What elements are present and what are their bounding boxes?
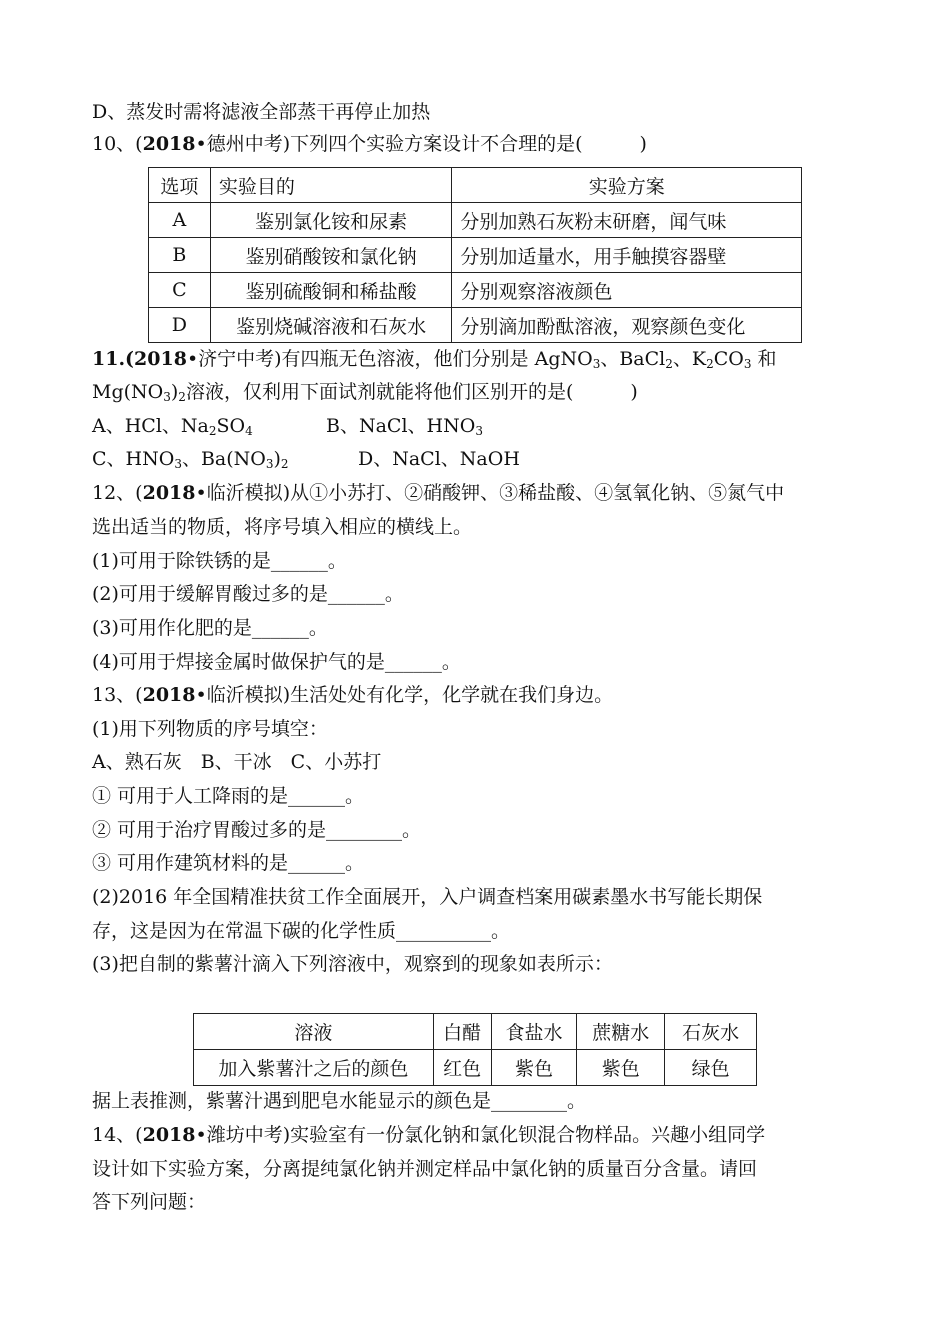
table-cell: 绿色 (665, 1050, 757, 1086)
q12-stem (92, 479, 784, 507)
table-row (149, 203, 802, 238)
table-header-cell: 蔗糖水 (577, 1014, 665, 1050)
q12-stem-line2: 选出适当的物质，将序号填入相应的横线上。 (92, 516, 473, 538)
table-cell: 鉴别硫酸铜和稀盐酸 (210, 273, 452, 308)
q13-stem (92, 681, 613, 709)
q12-part2: (2)可用于缓解胃酸过多的是______。 (92, 583, 404, 605)
q11-text: 、K (672, 348, 707, 370)
option-text: C、HNO (92, 448, 175, 470)
q11-text: 和 (751, 348, 777, 370)
q11-text: CO (713, 348, 744, 370)
table-cell: C (149, 273, 211, 308)
q13-part2: (2)2016 年全国精准扶贫工作全面展开，入户调查档案用碳素墨水书写能长期保 (92, 886, 763, 908)
q12-part4: (4)可用于焊接金属时做保护气的是______。 (92, 651, 461, 673)
q11-text: Mg(NO (92, 381, 164, 403)
table-cell: 分别加熟石灰粉末研磨，闻气味 (452, 203, 802, 238)
q11-text: •济宁中考)有四瓶无色溶液，他们分别是 AgNO (186, 348, 593, 370)
table-header-cell: 选项 (149, 168, 211, 203)
table-cell: D (149, 308, 211, 343)
q13-part3: (3)把自制的紫薯汁滴入下列溶液中，观察到的现象如表所示： (92, 953, 613, 975)
q11-option-d: D、NaCl、NaOH (358, 448, 520, 470)
q13-part3-question: 据上表推测，紫薯汁遇到肥皂水能显示的颜色是________。 (92, 1090, 587, 1112)
table-cell: 紫色 (491, 1050, 577, 1086)
table-cell: 加入紫薯汁之后的颜色 (194, 1050, 434, 1086)
q12-part1: (1)可用于除铁锈的是______。 (92, 550, 347, 572)
q11-stem-line2 (92, 378, 638, 406)
table-cell: B (149, 238, 211, 273)
q9-option-d: D、蒸发时需将滤液全部蒸干再停止加热 (92, 101, 431, 123)
q11-source-year: 2018 (134, 348, 187, 370)
table-cell: 鉴别硝酸铵和氯化钠 (210, 238, 452, 273)
table-cell: 分别观察溶液颜色 (452, 273, 802, 308)
q13-text: •临沂模拟)生活处处有化学，化学就在我们身边。 (195, 684, 614, 706)
table-cell: A (149, 203, 211, 238)
table-header-cell: 溶液 (194, 1014, 434, 1050)
q11-option-b (326, 412, 483, 440)
subscript: 3 (163, 390, 171, 404)
subscript: 3 (475, 424, 483, 438)
q12-part3: (3)可用作化肥的是______。 (92, 617, 328, 639)
q11-text: ) (170, 381, 179, 403)
q14-number: 14、( (92, 1124, 143, 1146)
q13-item2: ② 可用于治疗胃酸过多的是________。 (92, 819, 422, 841)
q13-part2-line2: 存，这是因为在常温下碳的化学性质__________。 (92, 920, 511, 942)
table-cell: 紫色 (577, 1050, 665, 1086)
q13-part1: (1)用下列物质的序号填空： (92, 718, 328, 740)
q10-number: 10、( (92, 133, 143, 155)
table-header-row (194, 1014, 757, 1050)
q12-number: 12、( (92, 482, 143, 504)
q13-source-year: 2018 (142, 684, 196, 706)
q12-source-year: 2018 (142, 482, 196, 504)
q11-text: 、BaCl (600, 348, 666, 370)
table-cell: 分别加适量水，用手触摸容器壁 (452, 238, 802, 273)
q14-stem-line3: 答下列问题： (92, 1191, 207, 1213)
q14-text: •潍坊中考)实验室有一份氯化钠和氯化钡混合物样品。兴趣小组同学 (195, 1124, 766, 1146)
table-row (149, 273, 802, 308)
table-header-cell: 实验方案 (452, 168, 802, 203)
q13-number: 13、( (92, 684, 143, 706)
table-row (194, 1050, 757, 1086)
subscript: 3 (743, 357, 752, 371)
q11-number: 11.( (92, 348, 135, 370)
q12-text: •临沂模拟)从①小苏打、②硝酸钾、③稀盐酸、④氢氧化钠、⑤氮气中 (195, 482, 785, 504)
subscript: 2 (208, 424, 217, 438)
q14-stem-line2: 设计如下实验方案，分离提纯氯化钠并测定样品中氯化钠的质量百分含量。请回 (92, 1158, 758, 1180)
q10-text: •德州中考)下列四个实验方案设计不合理的是( ) (195, 133, 647, 155)
q14-source-year: 2018 (142, 1124, 196, 1146)
subscript: 4 (245, 424, 253, 438)
q11-option-c (92, 445, 289, 473)
option-text: 、Ba(NO (181, 448, 266, 470)
option-text: B、NaCl、HNO (326, 415, 476, 437)
table-cell: 鉴别烧碱溶液和石灰水 (210, 308, 452, 343)
q10-table (148, 167, 802, 343)
q13-table (193, 1013, 757, 1086)
option-text: ) (273, 448, 281, 470)
subscript: 2 (280, 457, 289, 471)
table-header-cell: 白醋 (433, 1014, 491, 1050)
table-row (149, 238, 802, 273)
table-header-cell: 石灰水 (665, 1014, 757, 1050)
q11-text: 溶液，仅利用下面试剂就能将他们区别开的是( ) (185, 381, 638, 403)
table-cell: 红色 (433, 1050, 491, 1086)
q11-stem (92, 345, 777, 373)
q14-stem (92, 1121, 765, 1149)
table-header-row (149, 168, 802, 203)
option-text: A、HCl、Na (92, 415, 209, 437)
subscript: 2 (665, 357, 673, 371)
q10-stem (92, 130, 647, 158)
option-text: SO (216, 415, 246, 437)
q13-item3: ③ 可用作建筑材料的是______。 (92, 852, 365, 874)
q11-option-a (92, 412, 253, 440)
subscript: 3 (592, 357, 601, 371)
table-cell: 分别滴加酚酞溶液，观察颜色变化 (452, 308, 802, 343)
q10-source-year: 2018 (142, 133, 196, 155)
subscript: 3 (174, 457, 182, 471)
table-header-cell: 食盐水 (491, 1014, 577, 1050)
subscript: 2 (706, 357, 714, 371)
subscript: 2 (178, 390, 186, 404)
q13-item1: ① 可用于人工降雨的是______。 (92, 785, 365, 807)
table-cell: 鉴别氯化铵和尿素 (210, 203, 452, 238)
table-row (149, 308, 802, 343)
q13-options: A、熟石灰 B、干冰 C、小苏打 (92, 751, 382, 773)
subscript: 3 (265, 457, 274, 471)
table-header-cell: 实验目的 (210, 168, 452, 203)
